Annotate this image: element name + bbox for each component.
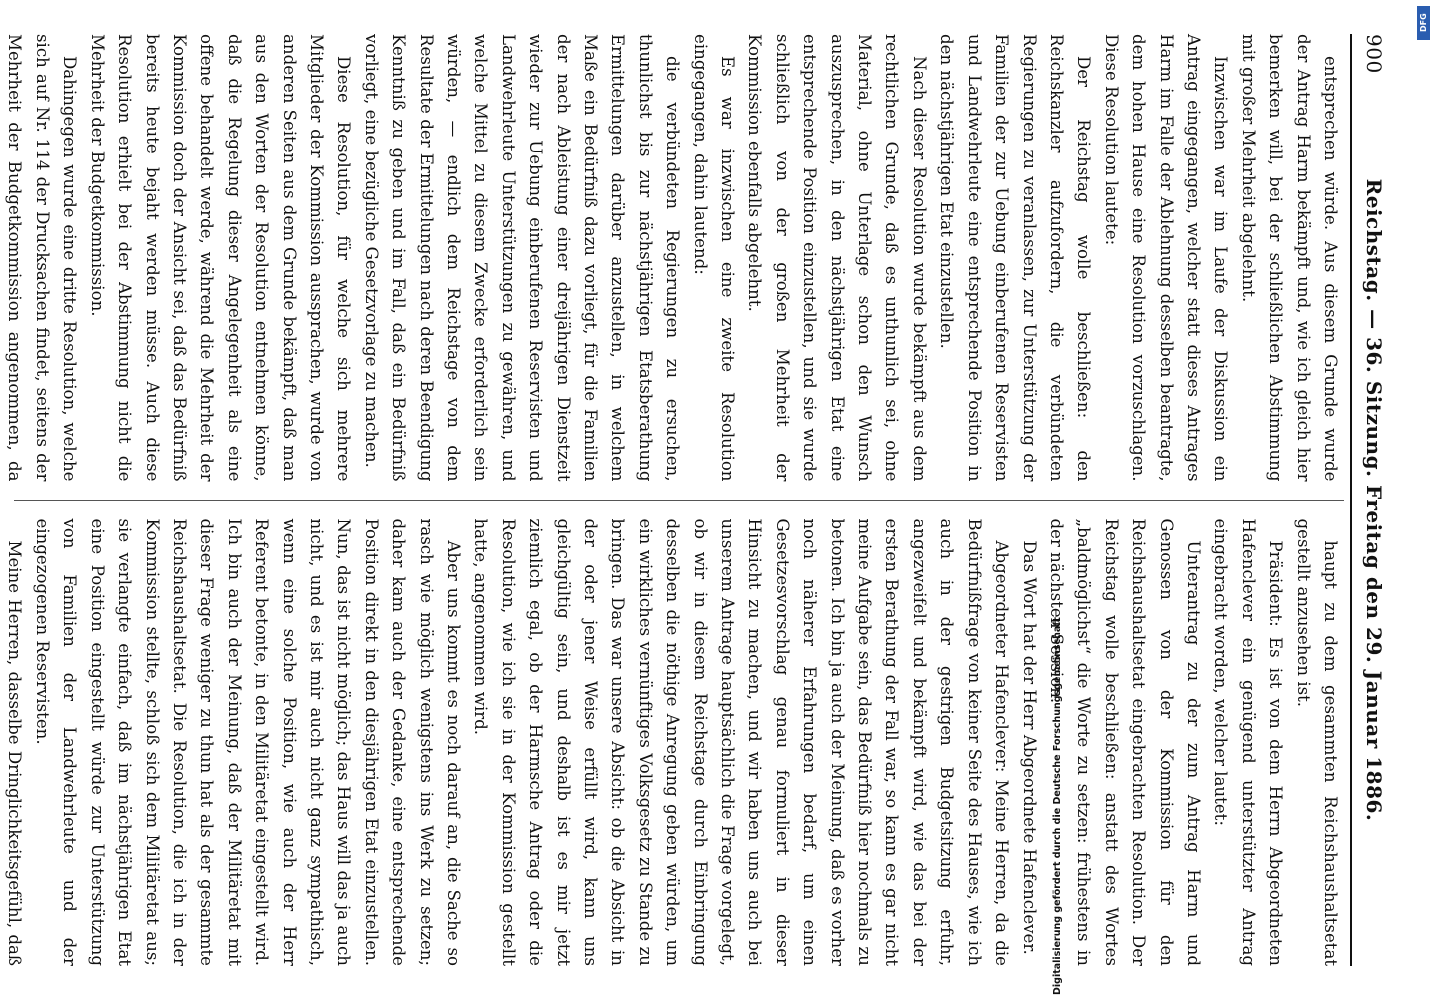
text-columns — [5, 34, 1344, 966]
paragraph: Es war inzwischen eine zweite Resolution eingegangen, dahin lautend: — [690, 34, 738, 482]
paragraph: Das Wort hat der Herr Abgeordnete Hafenclever. — [1019, 540, 1039, 955]
digitization-credit: Digitalisierung gefördert durch die Deutsche Forschungsgemeinschaft — [1052, 617, 1064, 995]
paragraph: Nach dieser Resolution wurde bekämpft aus dem rechtlichen Grunde, daß es unthunlich sei, ohne Material, ohne Unterlage schon den Wunsch auszusprechen, in den nächstjährigen Etat eine entsprechende Position einzustellen, und sie wurde schließlich von der großen Mehrheit der Kommission ebenfalls abgelehnt. — [745, 34, 929, 482]
paragraph: Präsident: Es ist von dem Herrn Abgeordneten Hafenclever ein genügend unterstützter Antrag eingebracht worden, welcher lautet: — [1211, 518, 1286, 966]
paragraph: Unterantrag zu der zum Antrag Harm und Genossen von der Kommission für den Reichshaushaltsetat eingebrachten Resolution. Der Reichstag wolle beschließen: anstatt des Wortes „baldmöglichst“ die Worte zu setzen: frühestens in der nächsten Session. — [1046, 518, 1203, 966]
paragraph: entsprechen würde. Aus diesem Grunde wurde der Antrag Harm bekämpft und, wie ich gleich hier bemerken will, bei der schließlichen Abstimmung mit großer Mehrheit abgelehnt. — [1238, 34, 1340, 482]
paragraph: die verbündeten Regierungen zu ersuchen, thunlichst bis zur nächstjährigen Etatsberathung Ermittelungen darüber anzustellen, in welchem Maße ein Bedürfniß dazu vorliegt, für die Familien der nach Ableistung einer dreijährigen Dienstzeit wieder zur Uebung einberufenen Reservisten und Landwehrleute Unterstützungen zu gewähren, und welche Mittel zu diesem Zwecke erforderlich sein würden, — endlich dem Reichstage von dem Resultate der Ermittelungen nach deren Beendigung Kenntniß zu geben und im Fall, daß ein Bedürfniß vorliegt, eine bezügliche Gesetzvorlage zu machen. — [361, 34, 683, 482]
paragraph: Inzwischen war im Laufe der Diskussion ein Antrag eingegangen, welcher statt dieses Antrages Harm im Falle der Ablehnung desselben beantragte, dem hohen Hause eine Resolution vorzuschlagen. Diese Resolution lautete: — [1101, 34, 1231, 482]
dfg-logo: DFG — [1417, 6, 1430, 40]
text-column-left — [5, 34, 1344, 482]
paragraph: Aber uns kommt es noch darauf an, die Sache so rasch wie möglich wenigstens ins Werk zu setzen; daher kam auch der Gedanke, eine entsprechende Position direkt in den diesjährigen Etat einzustellen. Nun, das ist nicht möglich; das Haus will das ja auch nicht, und es ist mir auch nicht ganz sympathisch, wenn eine solche Position, wie auch der Herr Referent betonte, in den Militäretat eingestellt wird. Ich bin auch der Meinung, daß der Militäretat mit dieser Frage weniger zu thun hat als der gesammte Reichshaushaltsetat. Die Resolution, die ich in der Kommission stellte, schloß sich dem Militäretat aus; sie verlangte einfach, daß im nächstjährigen Etat eine Position eingestellt würde zur Unterstützung von Familien der Landwehrleute und der eingezogenen Reservisten. — [32, 518, 463, 966]
paragraph: Meine Herren, dasselbe Dringlichkeitsgefühl, daß — [5, 540, 25, 966]
page-number: 900 — [1362, 34, 1386, 74]
document-page — [0, 20, 1390, 980]
page-header — [1350, 34, 1386, 966]
paragraph: haupt zu dem gesammten Reichshaushaltsetat gestellt anzusehen ist. — [1293, 518, 1340, 966]
running-title: Reichstag. — 36. Sitzung. Freitag den 29. Januar 1886. — [1362, 178, 1386, 822]
paragraph: Der Reichstag wolle beschließen: den Reichskanzler aufzufordern, die verbündeten Regierungen zu veranlassen, zur Unterstützung der Familien der zur Uebung einberufenen Reservisten und Landwehrleute eine entsprechende Position in den nächstjährigen Etat einzustellen. — [937, 34, 1094, 482]
text-column-right — [5, 518, 1344, 967]
paragraph: Diese Resolution, für welche sich mehrere Mitglieder der Kommission aussprachen, wurde von anderen Seiten aus dem Grunde bekämpft, daß man aus den Worten der Resolution entnehmen könne, daß die Regelung dieser Angelegenheit als eine offene behandelt werde, während die Mehrheit der Kommission doch der Ansicht sei, daß das Bedürfniß bereits heute bejaht werden müsse. Auch diese Resolution erhielt bei der Abstimmung nicht die Mehrheit der Budgetkommission. — [87, 34, 354, 482]
paragraph: Abgeordneter Hafenclever: Meine Herren, da die Bedürfnißfrage von keiner Seite des Hauses, wie ich auch in der gestrigen Budgetsitzung erfuhr, angezweifelt und bekämpft wird, wie das bei der ersten Berathung der Fall war, so kann es gar nicht meine Aufgabe sein, das Bedürfniß hier nochmals zu betonen. Ich bin ja auch der Meinung, daß es vorher noch näherer Erfahrungen bedarf, um einen Gesetzesvorschlag genau formuliert in dieser Hinsicht zu machen, und wir haben uns auch bei unserem Antrage hauptsächlich die Frage vorgelegt, ob wir in diesem Reichstage durch Einbringung desselben die nöthige Anregung geben würden, um ein wirkliches vernünftiges Volksgesetz zu Stande zu bringen. Das war unsere Absicht: ob die Absicht in der oder jener Weise erfüllt wird, kann uns gleichgültig sein, und deshalb ist es mir jetzt ziemlich egal, ob der Harmsche Antrag oder die Resolution, wie ich sie in der Kommission gestellt hatte, angenommen wird. — [471, 518, 1012, 966]
column-divider — [14, 500, 1344, 501]
paragraph: Dahingegen wurde eine dritte Resolution, welche sich auf Nr. 114 der Drucksachen findet, seitens der Mehrheit der Budgetkommission angenommen, da — [5, 34, 80, 482]
